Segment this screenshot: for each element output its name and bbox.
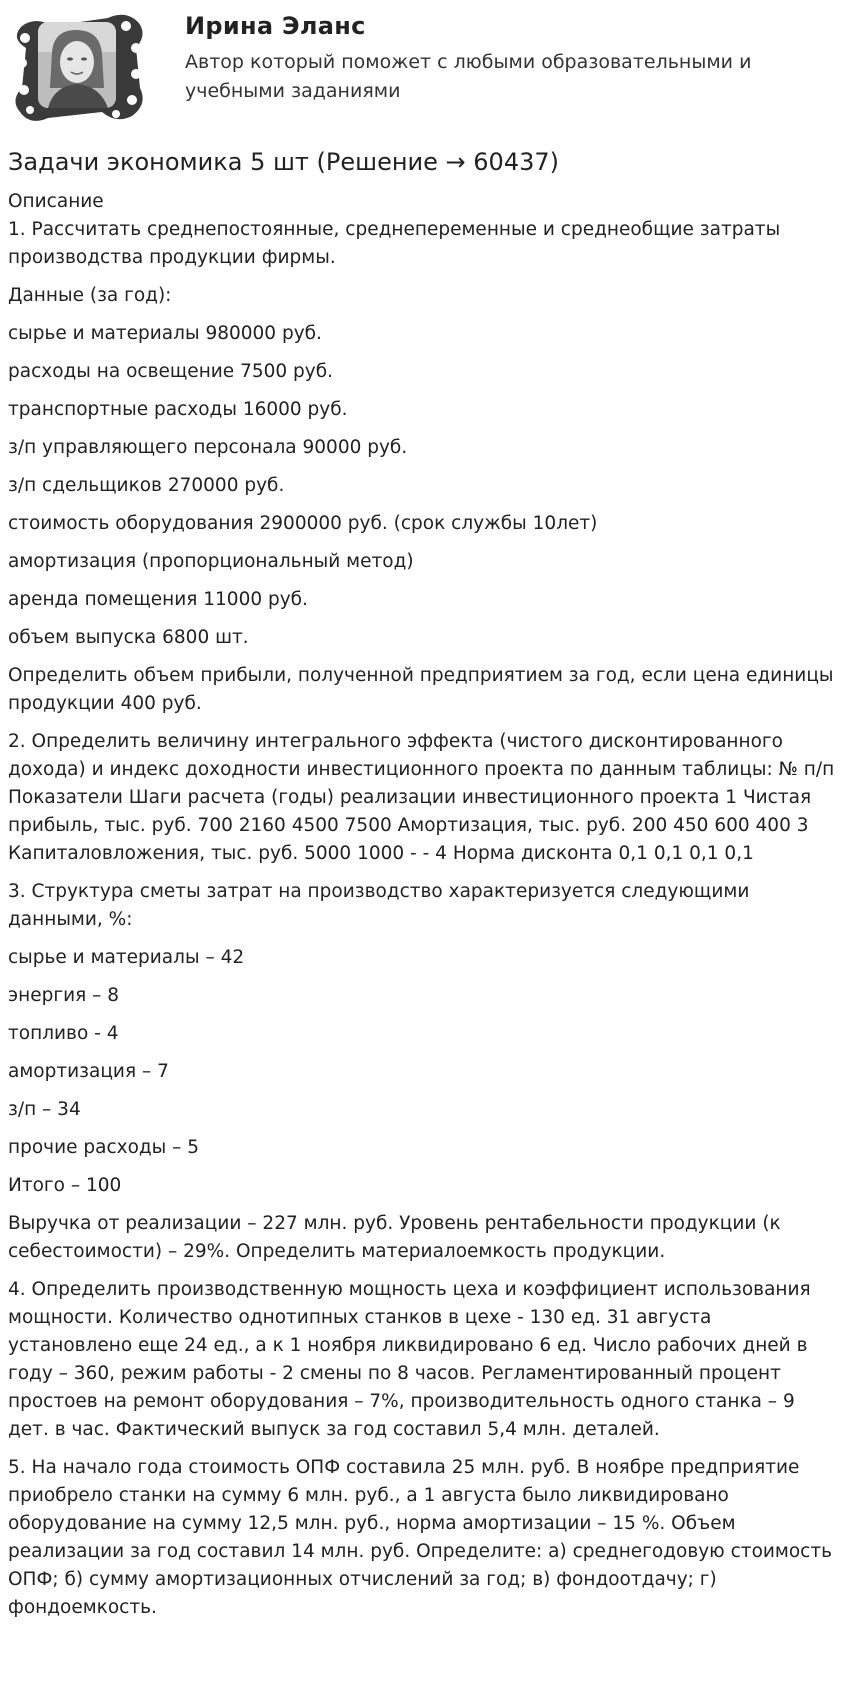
paragraph: 3. Структура сметы затрат на производство характеризуется следующими данными, %: (8, 881, 750, 930)
paragraph: амортизация (пропорциональный метод) (8, 551, 414, 572)
task-description (8, 188, 838, 1632)
author-avatar (8, 8, 148, 126)
paragraph: Определить объем прибыли, полученной предприятием за год, если цена единицы продукции 400 руб. (8, 665, 834, 714)
paragraph: Выручка от реализации – 227 млн. руб. Уровень рентабельности продукции (к себестоимости) – 29%. Определить материалоемкость продукции. (8, 1213, 781, 1262)
paragraph: расходы на освещение 7500 руб. (8, 361, 334, 382)
description-label: Описание (8, 191, 104, 212)
paragraph: аренда помещения 11000 руб. (8, 589, 308, 610)
paragraph: топливо - 4 (8, 1023, 119, 1044)
paragraph: энергия – 8 (8, 985, 120, 1006)
paragraph: з/п управляющего персонала 90000 руб. (8, 437, 408, 458)
paragraph: сырье и материалы – 42 (8, 947, 245, 968)
page-title: Задачи экономика 5 шт (Решение → 60437) (8, 148, 559, 176)
paragraph: амортизация – 7 (8, 1061, 169, 1082)
paragraph: з/п – 34 (8, 1099, 81, 1120)
author-name: Ирина Эланс (185, 12, 366, 40)
author-block (0, 0, 847, 135)
paragraph: 2. Определить величину интегрального эффекта (чистого дисконтированного дохода) и индекс доходности инвестиционного проекта по данным таблицы: № п/п Показатели Шаги расчета (годы) реализации инвестиционного проекта 1 Чистая прибыль, тыс. руб. 700 2160 4500 7500 Амортизация, тыс. руб. 200 450 600 400 3 Капиталовложения, тыс. руб. 5000 1000 - - 4 Норма дисконта 0,1 0,1 0,1 0,1 (8, 731, 835, 864)
paragraph: 4. Определить производственную мощность цеха и коэффициент использования мощности. Количество однотипных станков в цехе - 130 ед. 31 августа установлено еще 24 ед., а к 1 ноября ликвидировано 6 ед. Число рабочих дней в году – 360, режим работы - 2 смены по 8 часов. Регламентированный процент простоев на ремонт оборудования – 7%, производительность одного станка – 9 дет. в час. Фактический выпуск за год составил 5,4 млн. деталей. (8, 1279, 811, 1440)
paragraph: 1. Рассчитать среднепостоянные, среднепеременные и среднеобщие затраты производства продукции фирмы. (8, 219, 781, 268)
paragraph: объем выпуска 6800 шт. (8, 627, 249, 648)
paragraph: стоимость оборудования 2900000 руб. (срок службы 10лет) (8, 513, 598, 534)
paragraph: 5. На начало года стоимость ОПФ составила 25 млн. руб. В ноябре предприятие приобрело станки на сумму 6 млн. руб., а 1 августа было ликвидировано оборудование на сумму 12,5 млн. руб., норма амортизации – 15 %. Объем реализации за год составил 14 млн. руб. Определите: а) среднегодовую стоимость ОПФ; б) сумму амортизационных отчислений за год; в) фондоотдачу; г) фондоемкость. (8, 1457, 833, 1618)
paragraph: з/п сдельщиков 270000 руб. (8, 475, 285, 496)
paragraph: транспортные расходы 16000 руб. (8, 399, 348, 420)
paragraph: Итого – 100 (8, 1175, 122, 1196)
paragraph: Данные (за год): (8, 285, 172, 306)
paragraph: сырье и материалы 980000 руб. (8, 323, 322, 344)
author-description: Автор который поможет с любыми образовательными и учебными заданиями (185, 51, 752, 102)
paragraph: прочие расходы – 5 (8, 1137, 200, 1158)
